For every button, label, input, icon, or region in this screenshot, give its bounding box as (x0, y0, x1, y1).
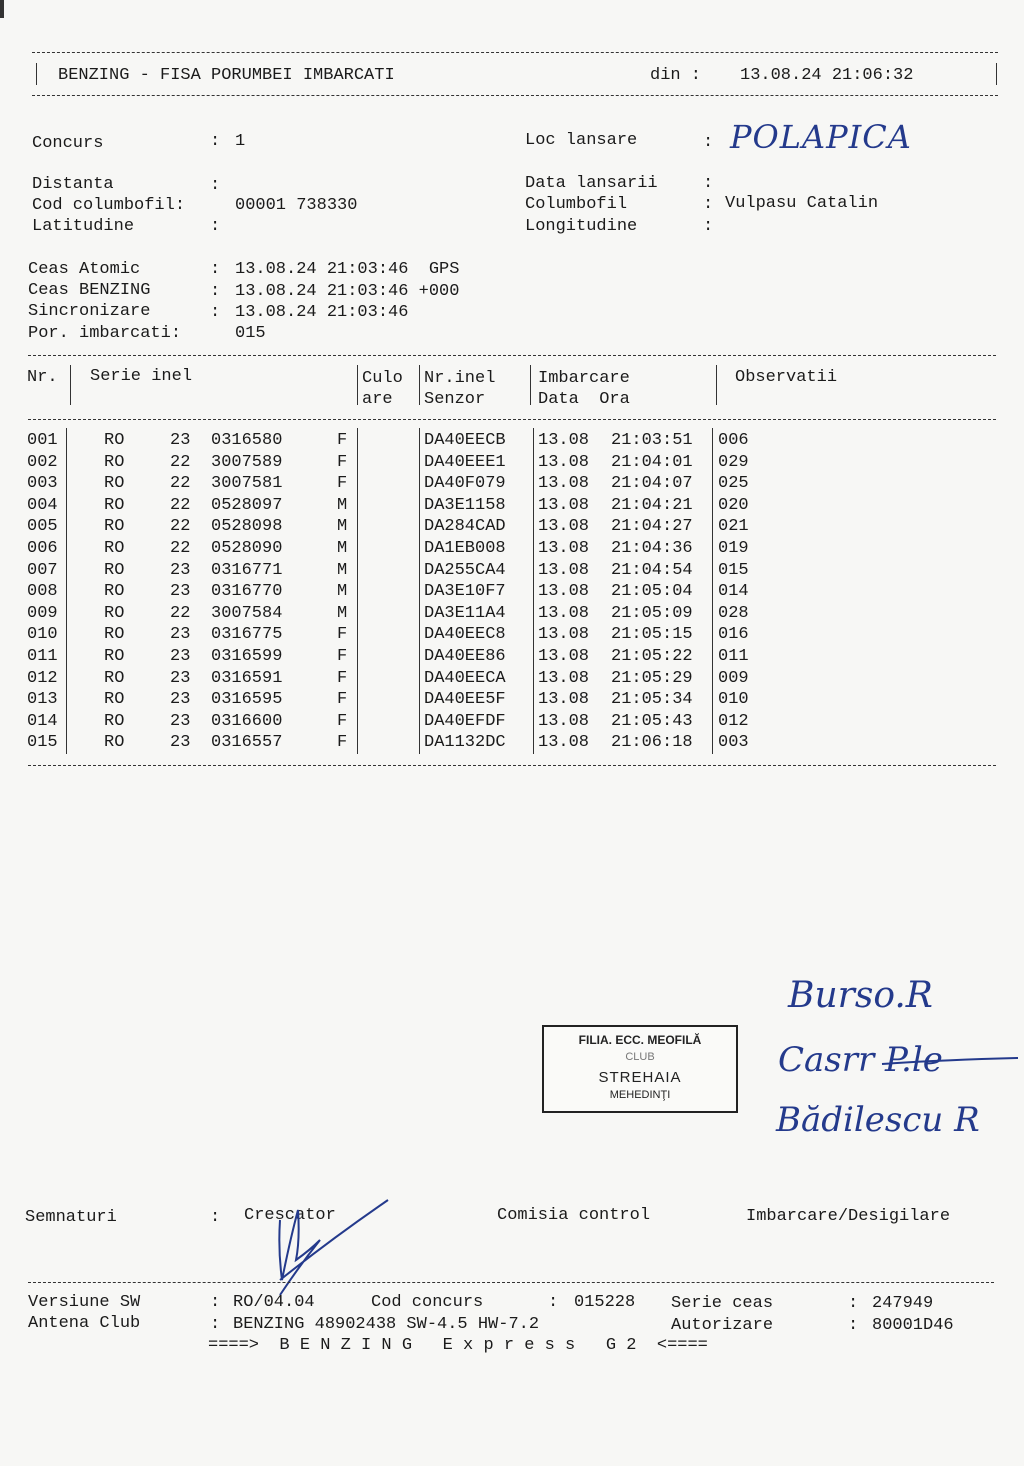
header-right-border (996, 63, 997, 85)
cell-sex: F (337, 647, 348, 666)
cell-year: 23 (170, 668, 191, 688)
cell-time: 21:05:43 (611, 711, 693, 731)
table-row (0, 453, 1024, 475)
table-row (0, 690, 1024, 712)
cell-obs: 029 (718, 452, 749, 472)
cell-country: RO (104, 668, 125, 688)
serie-ceas-colon: : (848, 1294, 859, 1313)
cell-date: 13.08 (538, 474, 590, 494)
cell-sensor: DA3E11A4 (424, 603, 506, 623)
cell-sensor: DA40F079 (424, 474, 506, 494)
cell-year: 22 (170, 603, 191, 623)
concurs-colon: : (210, 132, 221, 151)
latitudine-colon: : (210, 217, 221, 236)
table-row (0, 625, 1024, 647)
cell-sex: M (337, 495, 348, 515)
cell-obs: 014 (718, 582, 749, 602)
table-row (0, 539, 1024, 561)
cell-year: 23 (170, 560, 191, 580)
cell-year: 23 (170, 582, 191, 602)
imbarcare-desigilare-label: Imbarcare/Desigilare (746, 1207, 951, 1226)
col-header-culoare-1: Culo (362, 369, 403, 388)
cell-time: 21:04:21 (611, 495, 693, 515)
cell-nr: 013 (27, 690, 58, 710)
cell-date: 13.08 (538, 539, 590, 558)
cell-ring: 3007581 (211, 474, 283, 494)
cell-year: 22 (170, 517, 191, 537)
cell-nr: 001 (27, 431, 58, 450)
cell-nr: 005 (27, 517, 58, 537)
form-title: BENZING - FISA PORUMBEI IMBARCATI (58, 66, 395, 85)
cell-sensor: DA1132DC (424, 733, 506, 753)
cell-date: 13.08 (538, 582, 590, 602)
cell-sensor: DA40EECA (424, 668, 506, 688)
benzing-express-banner: ====> B E N Z I N G E x p r e s s G 2 <==== (208, 1336, 708, 1355)
cell-obs: 006 (718, 431, 749, 450)
cell-sensor: DA284CAD (424, 517, 506, 537)
por-imbarcati-label: Por. imbarcati: (28, 324, 182, 343)
cell-date: 13.08 (538, 690, 590, 710)
columbofil-label: Columbofil (525, 195, 628, 214)
cell-country: RO (104, 517, 125, 537)
cod-concurs-value: 015228 (574, 1293, 636, 1312)
cod-concurs-colon: : (548, 1293, 559, 1312)
cell-ring: 0316770 (211, 582, 283, 602)
crescator-label: Crescator (244, 1206, 336, 1225)
cell-nr: 010 (27, 625, 58, 645)
cell-sensor: DA40EECB (424, 431, 506, 450)
cell-sex: M (337, 582, 348, 602)
cell-country: RO (104, 733, 125, 753)
col-header-observatii: Observatii (735, 368, 838, 387)
cell-sex: F (337, 474, 348, 494)
cell-nr: 006 (27, 539, 58, 558)
col-header-serie: Serie inel (90, 367, 193, 386)
distanta-label: Distanta (32, 175, 114, 194)
cell-ring: 0316600 (211, 711, 283, 731)
table-row (0, 474, 1024, 496)
cell-sensor: DA40EE5F (424, 690, 506, 710)
cell-nr: 009 (27, 603, 58, 623)
cell-ring: 0316775 (211, 625, 283, 645)
table-row (0, 712, 1024, 734)
data-lansarii-label: Data lansarii (525, 174, 658, 193)
concurs-value: 1 (235, 132, 246, 151)
cell-nr: 012 (27, 668, 58, 688)
table-header-bottom-border (28, 419, 996, 420)
sincronizare-value: 13.08.24 21:03:46 (235, 303, 409, 322)
distanta-colon: : (210, 176, 221, 195)
cell-obs: 011 (718, 647, 749, 666)
col-header-imbarcare-1: Imbarcare (538, 369, 630, 388)
table-row (0, 647, 1024, 669)
cell-sex: F (337, 733, 348, 753)
col-sep-imbarcare (716, 365, 717, 405)
cell-sex: F (337, 431, 348, 450)
cell-ring: 3007589 (211, 452, 283, 472)
cell-sensor: DA40EEE1 (424, 452, 506, 472)
cell-country: RO (104, 690, 125, 710)
stamp-line-4: MEHEDINŢI (609, 1089, 671, 1101)
cell-country: RO (104, 711, 125, 731)
cell-time: 21:04:36 (611, 539, 693, 558)
cell-sensor: DA40EFDF (424, 711, 506, 731)
cell-date: 13.08 (538, 431, 590, 450)
antena-colon: : (210, 1315, 221, 1334)
table-row (0, 431, 1024, 453)
loc-lansare-value: POLAPICA (730, 118, 912, 156)
cell-time: 21:04:01 (611, 452, 693, 472)
cell-sensor: DA3E10F7 (424, 582, 506, 602)
stamp-line-2: CLUB (625, 1051, 655, 1063)
paper-edge-mark (0, 0, 4, 18)
cell-time: 21:03:51 (611, 431, 693, 450)
columbofil-value: Vulpasu Catalin (725, 194, 879, 213)
header-bottom-border (32, 95, 998, 96)
cell-date: 13.08 (538, 625, 590, 645)
cell-time: 21:05:15 (611, 625, 693, 645)
cell-date: 13.08 (538, 452, 590, 472)
cod-columbofil-value: 00001 738330 (235, 196, 358, 215)
versiune-value: RO/04.04 (233, 1293, 315, 1312)
antena-label: Antena Club (28, 1314, 141, 1333)
autorizare-value: 80001D46 (872, 1316, 954, 1335)
cell-ring: 0316599 (211, 647, 283, 666)
concurs-label: Concurs (32, 134, 104, 153)
cell-ring: 0528090 (211, 539, 283, 558)
cell-time: 21:05:34 (611, 690, 693, 710)
cell-country: RO (104, 452, 125, 472)
table-row (0, 582, 1024, 604)
autorizare-colon: : (848, 1316, 859, 1335)
table-row (0, 496, 1024, 518)
header-top-border (32, 52, 998, 53)
cell-year: 23 (170, 647, 191, 666)
latitudine-label: Latitudine (32, 217, 135, 236)
cell-obs: 019 (718, 539, 749, 558)
columbofil-colon: : (703, 195, 714, 214)
cell-year: 22 (170, 539, 191, 558)
cell-time: 21:06:18 (611, 733, 693, 753)
cell-date: 13.08 (538, 517, 590, 537)
cell-sensor: DA40EE86 (424, 647, 506, 666)
cell-ring: 0528097 (211, 495, 283, 515)
cell-time: 21:05:04 (611, 582, 693, 602)
cell-obs: 028 (718, 603, 749, 623)
ceas-atomic-colon: : (210, 260, 221, 279)
cell-sensor: DA1EB008 (424, 539, 506, 558)
longitudine-label: Longitudine (525, 217, 638, 236)
cell-year: 23 (170, 690, 191, 710)
loc-lansare-colon: : (703, 133, 714, 152)
cell-country: RO (104, 539, 125, 558)
cell-obs: 015 (718, 560, 749, 580)
longitudine-colon: : (703, 217, 714, 236)
cell-year: 23 (170, 625, 191, 645)
col-header-imbarcare-2: Data Ora (538, 390, 630, 409)
cell-ring: 3007584 (211, 603, 283, 623)
table-row (0, 517, 1024, 539)
cell-country: RO (104, 647, 125, 666)
cell-obs: 016 (718, 625, 749, 645)
table-bottom-border (28, 765, 996, 766)
semnaturi-colon: : (210, 1208, 221, 1227)
cell-sex: F (337, 452, 348, 472)
semnaturi-label: Semnaturi (25, 1208, 117, 1227)
serie-ceas-value: 247949 (872, 1294, 934, 1313)
comisia-control-label: Comisia control (497, 1206, 651, 1225)
cell-date: 13.08 (538, 603, 590, 623)
sincronizare-colon: : (210, 303, 221, 322)
cell-nr: 008 (27, 582, 58, 602)
cell-obs: 012 (718, 711, 749, 731)
signature-underline (880, 1050, 1020, 1070)
cell-sex: M (337, 560, 348, 580)
table-row (0, 669, 1024, 691)
cell-sex: M (337, 539, 348, 558)
cell-sensor: DA255CA4 (424, 560, 506, 580)
autorizare-label: Autorizare (671, 1316, 774, 1335)
col-header-nrinel-1: Nr.inel (424, 369, 496, 388)
footer-top-border (28, 1282, 994, 1283)
ceas-atomic-label: Ceas Atomic (28, 260, 141, 279)
cell-country: RO (104, 560, 125, 580)
cell-nr: 015 (27, 733, 58, 753)
cell-nr: 007 (27, 560, 58, 580)
antena-value: BENZING 48902438 SW-4.5 HW-7.2 (233, 1315, 540, 1334)
cell-date: 13.08 (538, 668, 590, 688)
cell-sex: M (337, 517, 348, 537)
cell-ring: 0316771 (211, 560, 283, 580)
handwritten-signature-3: Bădilescu R (776, 1100, 980, 1140)
versiune-colon: : (210, 1293, 221, 1312)
cell-country: RO (104, 431, 125, 450)
data-lansarii-colon: : (703, 174, 714, 193)
cell-date: 13.08 (538, 647, 590, 666)
cell-ring: 0316591 (211, 668, 283, 688)
cell-nr: 004 (27, 495, 58, 515)
cell-sensor: DA3E1158 (424, 495, 506, 515)
sincronizare-label: Sincronizare (28, 302, 151, 321)
table-row (0, 604, 1024, 626)
cell-sex: F (337, 625, 348, 645)
cell-date: 13.08 (538, 495, 590, 515)
ceas-atomic-value: 13.08.24 21:03:46 GPS (235, 260, 460, 279)
club-stamp (542, 1025, 738, 1113)
cell-year: 22 (170, 452, 191, 472)
table-row (0, 733, 1024, 755)
cell-time: 21:04:27 (611, 517, 693, 537)
cell-obs: 003 (718, 733, 749, 753)
cell-nr: 011 (27, 647, 58, 666)
cell-obs: 021 (718, 517, 749, 537)
col-sep-serie (357, 365, 358, 405)
cod-columbofil-label: Cod columbofil: (32, 196, 186, 215)
handwritten-signature-1: Burso.R (788, 975, 933, 1016)
cell-ring: 0316595 (211, 690, 283, 710)
cell-nr: 002 (27, 452, 58, 472)
cell-time: 21:05:29 (611, 668, 693, 688)
cell-sex: M (337, 603, 348, 623)
cell-ring: 0316557 (211, 733, 283, 753)
col-header-nrinel-2: Senzor (424, 390, 486, 409)
cell-time: 21:04:07 (611, 474, 693, 494)
stamp-line-3: STREHAIA (598, 1069, 682, 1086)
col-sep-nr (70, 365, 71, 405)
col-header-nr: Nr. (27, 368, 58, 387)
cell-date: 13.08 (538, 711, 590, 731)
cell-year: 22 (170, 474, 191, 494)
cell-country: RO (104, 625, 125, 645)
table-top-border (28, 355, 996, 356)
cell-year: 22 (170, 495, 191, 515)
cell-date: 13.08 (538, 733, 590, 753)
cell-country: RO (104, 474, 125, 494)
col-header-culoare-2: are (362, 390, 393, 409)
ceas-benzing-label: Ceas BENZING (28, 281, 151, 300)
col-sep-senzor (530, 365, 531, 405)
cell-nr: 003 (27, 474, 58, 494)
cell-country: RO (104, 582, 125, 602)
cell-ring: 0528098 (211, 517, 283, 537)
cell-year: 23 (170, 733, 191, 753)
table-row (0, 561, 1024, 583)
cell-obs: 009 (718, 668, 749, 688)
cell-time: 21:05:22 (611, 647, 693, 666)
cell-year: 23 (170, 431, 191, 450)
handwritten-signature-2: Casrr P.le (778, 1040, 943, 1080)
cell-nr: 014 (27, 711, 58, 731)
col-sep-culoare (419, 365, 420, 405)
ceas-benzing-value: 13.08.24 21:03:46 +000 (235, 282, 460, 301)
cell-obs: 020 (718, 495, 749, 515)
cell-date: 13.08 (538, 560, 590, 580)
cell-time: 21:05:09 (611, 603, 693, 623)
loc-lansare-label: Loc lansare (525, 131, 638, 150)
cell-sensor: DA40EEC8 (424, 625, 506, 645)
ceas-benzing-colon: : (210, 282, 221, 301)
stamp-line-1: FILIA. ECC. MEOFILĂ (578, 1033, 702, 1047)
serie-ceas-label: Serie ceas (671, 1294, 774, 1313)
por-imbarcati-value: 015 (235, 324, 266, 343)
cell-ring: 0316580 (211, 431, 283, 450)
cod-concurs-label: Cod concurs (371, 1293, 484, 1312)
versiune-label: Versiune SW (28, 1293, 141, 1312)
header-left-border (36, 63, 37, 85)
cell-sex: F (337, 668, 348, 688)
din-label: din : (650, 66, 702, 85)
cell-obs: 010 (718, 690, 749, 710)
cell-year: 23 (170, 711, 191, 731)
cell-time: 21:04:54 (611, 560, 693, 580)
cell-country: RO (104, 603, 125, 623)
cell-obs: 025 (718, 474, 749, 494)
cell-sex: F (337, 690, 348, 710)
cell-sex: F (337, 711, 348, 731)
cell-country: RO (104, 495, 125, 515)
din-value: 13.08.24 21:06:32 (740, 66, 914, 85)
